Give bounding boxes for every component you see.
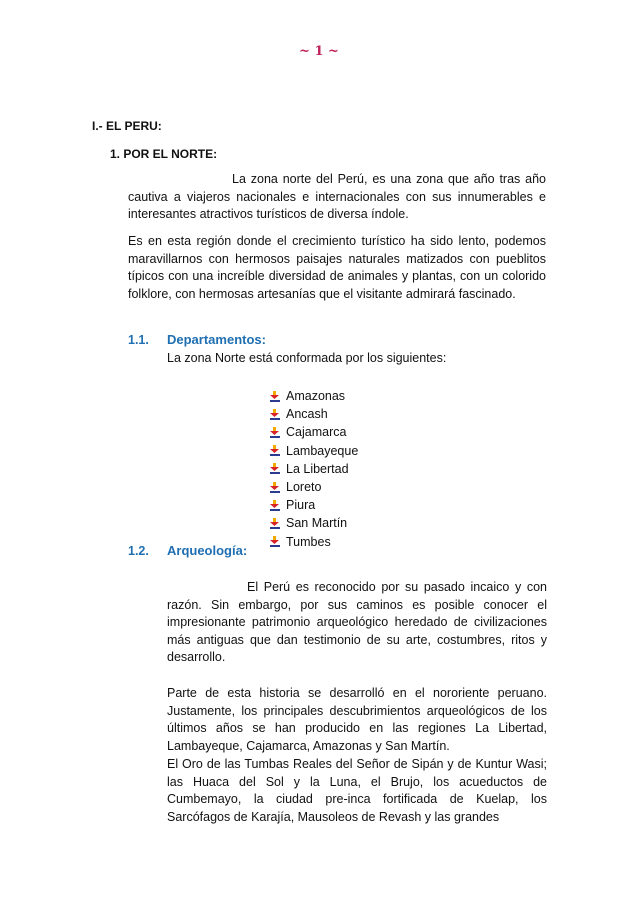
arqueologia-paragraph-1: El Perú es reconocido por su pasado incaico y con razón. Sin embargo, por sus caminos es posible conocer el impresionante patrimonio arqueológico heredado de civilizaciones más antiguas que dan testimonio de su arte, costumbres, ritos y desarrollo. [167, 580, 547, 665]
page-number: ~ 1 ~ [299, 44, 339, 59]
heading-por-el-norte: 1. POR EL NORTE: [110, 147, 218, 161]
arrow-bullet-icon [270, 409, 280, 420]
list-item: Tumbes [270, 533, 358, 551]
section-1-1-number: 1.1. [128, 333, 149, 347]
arrow-bullet-icon [270, 482, 280, 493]
list-item: La Libertad [270, 460, 358, 478]
departments-list [270, 387, 358, 551]
arrow-bullet-icon [270, 391, 280, 402]
arrow-bullet-icon [270, 518, 280, 529]
list-item: San Martín [270, 514, 358, 532]
arrow-bullet-icon [270, 536, 280, 547]
section-1-2-title: Arqueología: [167, 543, 248, 558]
list-item: Ancash [270, 405, 358, 423]
section-1-2-number: 1.2. [128, 544, 149, 558]
section-1-1-title: Departamentos: [167, 332, 266, 347]
arrow-bullet-icon [270, 500, 280, 511]
list-item: Piura [270, 496, 358, 514]
arrow-bullet-icon [270, 463, 280, 474]
list-item: Lambayeque [270, 442, 358, 460]
list-item: Loreto [270, 478, 358, 496]
list-item: Cajamarca [270, 423, 358, 441]
section-1-1-lead: La zona Norte está conformada por los siguientes: [167, 351, 447, 365]
growth-paragraph: Es en esta región donde el crecimiento turístico ha sido lento, podemos maravillarnos con hermosos paisajes naturales matizados con pueblitos típicos con una increíble diversidad de animales y plantas, con un colorido folklore, con hermosas artesanías que el visitante admirará fascinado. [128, 234, 546, 301]
list-item: Amazonas [270, 387, 358, 405]
arrow-bullet-icon [270, 445, 280, 456]
intro-paragraph: La zona norte del Perú, es una zona que año tras año cautiva a viajeros nacionales e internacionales con sus innumerables e interesantes atractivos turísticos de diversa índole. [128, 172, 546, 222]
heading-el-peru: I.- EL PERU: [92, 119, 162, 133]
arqueologia-paragraph-2: Parte de esta historia se desarrolló en el nororiente peruano. Justamente, los principales descubrimientos arqueológicos de los últimos años se han producido en las regiones La Libertad, Lambayeque, Cajamarca, Amazonas y San Martín. [167, 686, 547, 753]
arqueologia-paragraph-3: El Oro de las Tumbas Reales del Señor de Sipán y de Kuntur Wasi; las Huaca del Sol y la Luna, el Brujo, los acueductos de Cumbemayo, la ciudad pre-inca fortificada de Kuelap, los Sarcófagos de Karajía, Mausoleos de Revash y las grandes [167, 757, 547, 824]
arrow-bullet-icon [270, 427, 280, 438]
